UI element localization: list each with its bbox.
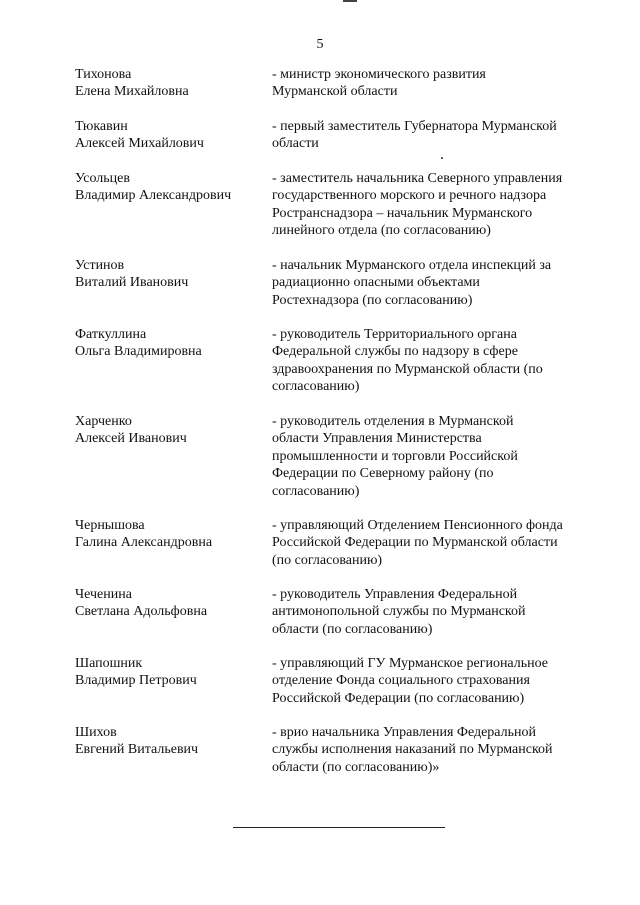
position-line: Мурманской области: [272, 84, 398, 100]
surname: Тюкавин: [75, 119, 128, 134]
given-names: Владимир Петрович: [75, 673, 197, 689]
position-line: службы исполнения наказаний по Мурманской: [272, 742, 553, 758]
position-line: линейного отдела (по согласованию): [272, 223, 491, 239]
position-line: - начальник Мурманского отдела инспекций за: [272, 258, 552, 273]
position-description: [272, 724, 602, 776]
position-line: - руководитель Территориального органа: [272, 327, 517, 342]
person-name: [75, 413, 265, 448]
scan-speck: [441, 157, 443, 159]
position-line: области: [272, 136, 319, 152]
person-name: [75, 170, 265, 205]
given-names: Евгений Витальевич: [75, 742, 199, 758]
position-line: (по согласованию): [272, 552, 383, 568]
surname: Тихонова: [75, 67, 132, 82]
surname: Харченко: [75, 414, 132, 429]
closing-rule: [233, 827, 445, 828]
given-names: Алексей Михайлович: [75, 136, 204, 152]
position-line: Ростехнадзора (по согласованию): [272, 292, 473, 308]
person-name: [75, 655, 265, 690]
position-line: антимонопольной службы по Мурманской: [272, 604, 526, 620]
position-line: области (по согласованию): [272, 621, 433, 637]
position-description: [272, 170, 602, 240]
position-line: - руководитель отделения в Мурманской: [272, 414, 514, 429]
given-names: Елена Михайловна: [75, 84, 189, 100]
surname: Фаткуллина: [75, 327, 147, 342]
position-line: Федеральной службы по надзору в сфере: [272, 344, 518, 360]
position-line: - управляющий Отделением Пенсионного фонда: [272, 518, 563, 533]
surname: Шапошник: [75, 656, 143, 671]
position-line: согласованию): [272, 483, 360, 499]
given-names: Виталий Иванович: [75, 275, 189, 291]
position-line: отделение Фонда социального страхования: [272, 673, 530, 689]
person-name: [75, 66, 265, 101]
position-line: Российской Федерации (по согласованию): [272, 690, 525, 706]
top-scan-mark: [343, 0, 357, 2]
position-line: - заместитель начальника Северного управления: [272, 171, 563, 186]
given-names: Владимир Александрович: [75, 188, 232, 204]
position-line: Ространснадзора – начальник Мурманского: [272, 205, 533, 221]
position-line: - первый заместитель Губернатора Мурманской: [272, 119, 557, 134]
given-names: Алексей Иванович: [75, 431, 187, 447]
position-line: - врио начальника Управления Федеральной: [272, 725, 537, 740]
surname: Шихов: [75, 725, 117, 740]
position-description: [272, 586, 602, 638]
position-description: [272, 655, 602, 707]
position-description: [272, 257, 602, 309]
position-line: радиационно опасными объектами: [272, 275, 480, 291]
given-names: Галина Александровна: [75, 535, 213, 551]
position-line: Российской Федерации по Мурманской области: [272, 535, 558, 551]
position-line: промышленности и торговли Российской: [272, 448, 518, 464]
position-line: области (по согласованию)»: [272, 759, 440, 775]
position-line: согласованию): [272, 379, 360, 395]
person-name: [75, 118, 265, 153]
surname: Чернышова: [75, 518, 145, 533]
position-line: - управляющий ГУ Мурманское региональное: [272, 656, 549, 671]
position-description: [272, 118, 602, 153]
surname: Чеченина: [75, 587, 132, 602]
position-line: области Управления Министерства: [272, 431, 482, 447]
position-description: [272, 66, 602, 101]
person-name: [75, 517, 265, 552]
position-line: государственного морского и речного надзора: [272, 188, 547, 204]
position-line: - министр экономического развития: [272, 67, 486, 82]
position-line: здравоохранения по Мурманской области (по: [272, 361, 543, 377]
given-names: Ольга Владимировна: [75, 344, 202, 360]
position-description: [272, 413, 602, 500]
person-name: [75, 326, 265, 361]
person-name: [75, 724, 265, 759]
surname: Усольцев: [75, 171, 130, 186]
given-names: Светлана Адольфовна: [75, 604, 208, 620]
page-number: 5: [316, 37, 324, 52]
position-line: - руководитель Управления Федеральной: [272, 587, 518, 602]
position-description: [272, 517, 602, 569]
position-line: Федерации по Северному району (по: [272, 466, 494, 482]
surname: Устинов: [75, 258, 125, 273]
person-name: [75, 586, 265, 621]
position-description: [272, 326, 602, 396]
person-name: [75, 257, 265, 292]
